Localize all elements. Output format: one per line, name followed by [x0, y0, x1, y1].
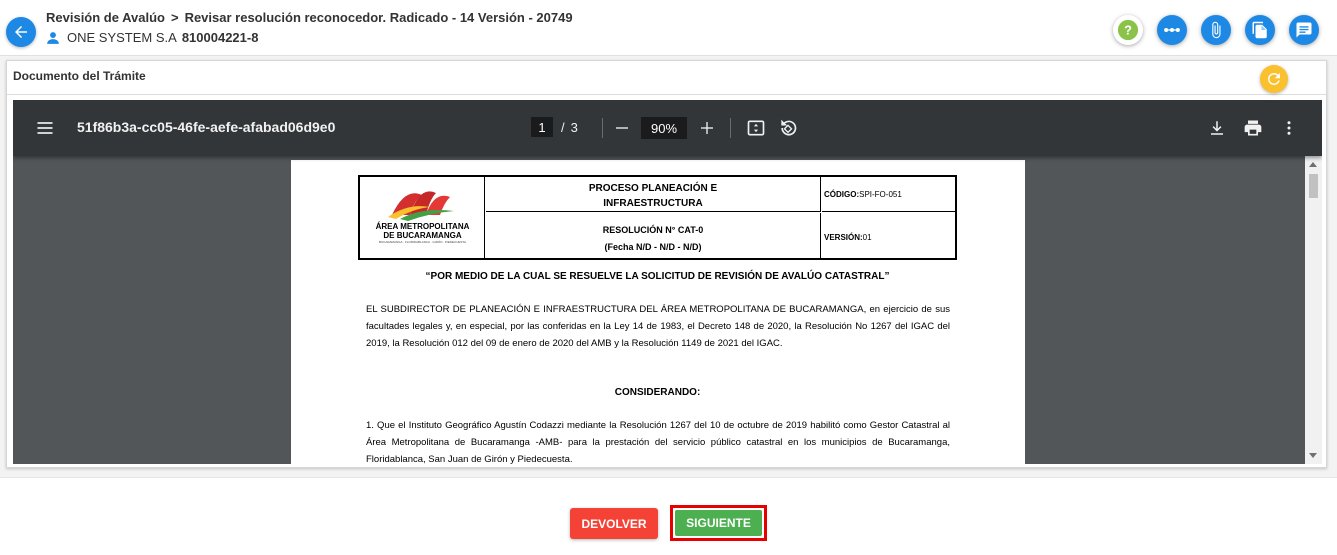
- breadcrumb-separator: >: [170, 10, 179, 25]
- toolbar-divider: [602, 118, 603, 138]
- more-options-button[interactable]: [1157, 15, 1187, 45]
- user-icon: [46, 31, 60, 45]
- help-button[interactable]: [1113, 15, 1143, 45]
- plus-icon: [699, 120, 715, 136]
- next-button[interactable]: SIGUIENTE: [675, 510, 762, 536]
- document-header-table: [358, 175, 957, 260]
- process-title: PROCESO PLANEACIÓN E: [588, 183, 718, 194]
- scroll-up-arrow[interactable]: [1309, 162, 1317, 167]
- breadcrumb-current: Revisar resolución reconocedor. Radicado - 14 Versión - 20749: [184, 10, 573, 25]
- footer-actions: [0, 477, 1337, 555]
- download-button[interactable]: [1206, 117, 1228, 139]
- chat-icon: [1295, 21, 1313, 39]
- resolution-date: (Fecha N/D - N/D - N/D): [604, 242, 702, 252]
- resolution-heading: “POR MEDIO DE LA CUAL SE RESUELVE LA SOLICITUD DE REVISIÓN DE AVALÚO CATASTRAL”: [425, 271, 890, 282]
- code-cell: [822, 177, 955, 212]
- fit-page-icon: [746, 118, 766, 138]
- amb-logo-icon: [360, 177, 485, 222]
- pdf-viewer[interactable]: [13, 100, 1322, 464]
- kebab-menu-icon: [1280, 119, 1298, 137]
- code-label: CÓDIGO:: [824, 190, 860, 199]
- header-actions: [1113, 15, 1319, 45]
- zoom-input[interactable]: [641, 117, 687, 139]
- return-button[interactable]: DEVOLVER: [570, 508, 658, 539]
- zoom-in-button[interactable]: [696, 117, 718, 139]
- copy-icon: [1251, 21, 1269, 39]
- refresh-button[interactable]: [1260, 65, 1288, 93]
- toolbar-divider: [730, 118, 731, 138]
- company-name: ONE SYSTEM S.A: [67, 30, 177, 45]
- scrollbar-thumb[interactable]: [1309, 174, 1318, 198]
- resolution-cell: [486, 213, 821, 258]
- document-card-header: [7, 61, 1326, 95]
- code-value: SPI-FO-051: [859, 190, 902, 199]
- arrow-left-icon: [12, 23, 30, 41]
- download-icon: [1208, 119, 1226, 137]
- top-bar: [0, 0, 1337, 56]
- breadcrumb: [46, 10, 573, 25]
- scrollbar[interactable]: [1305, 156, 1322, 464]
- back-button[interactable]: [6, 17, 36, 47]
- svg-text:?: ?: [1124, 22, 1132, 38]
- menu-icon[interactable]: [35, 118, 55, 138]
- logo-line-2: DE BUCARAMANGA: [383, 231, 462, 240]
- document-card: [6, 60, 1327, 468]
- document-card-title: Documento del Trámite: [13, 69, 146, 83]
- question-icon: [1117, 19, 1139, 41]
- documents-button[interactable]: [1245, 15, 1275, 45]
- process-title-cell: [486, 177, 821, 212]
- next-button-highlight: [670, 505, 767, 541]
- refresh-icon: [1265, 70, 1283, 88]
- pdf-page: [291, 160, 1025, 464]
- version-value: 01: [862, 233, 872, 242]
- comments-button[interactable]: [1289, 15, 1319, 45]
- pdf-toolbar: [13, 100, 1322, 156]
- process-title-2: INFRAESTRUCTURA: [603, 198, 703, 209]
- version-label: VERSIÓN:: [824, 233, 863, 242]
- pdf-filename: 51f86b3a-cc05-46fe-aefe-afabad06d9e0: [77, 119, 336, 135]
- page-number-input[interactable]: [531, 117, 553, 137]
- attachments-button[interactable]: [1201, 15, 1231, 45]
- total-pages: 3: [570, 119, 578, 135]
- paperclip-icon: [1207, 21, 1225, 39]
- resolution-title: RESOLUCIÓN N° CAT-0: [602, 225, 704, 235]
- company-info: [46, 30, 258, 45]
- print-button[interactable]: [1242, 117, 1264, 139]
- scroll-down-arrow[interactable]: [1309, 453, 1317, 458]
- logo-line-1: ÁREA METROPOLITANA: [375, 222, 470, 231]
- company-nit: 810004221-8: [181, 30, 259, 45]
- logo-title: [360, 222, 485, 240]
- version-cell: [822, 213, 955, 258]
- considerando-heading: CONSIDERANDO:: [614, 387, 701, 398]
- more-actions-button[interactable]: [1278, 117, 1300, 139]
- page-selector: [531, 117, 578, 137]
- minus-icon: [614, 120, 630, 136]
- intro-paragraph: EL SUBDIRECTOR DE PLANEACIÓN E INFRAESTRUCTURA DEL ÁREA METROPOLITANA DE BUCARAMANGA, en ejercicio de sus facultades legales y, en especial, por las conferidas en la Ley 14 de 1983, el Decreto 148 de 2020, la Resolución No 1267 del IGAC del 2019, la Resolución 012 del 09 de enero de 2020 del AMB y la Resolución 1149 de 2021 del IGAC.: [366, 304, 950, 349]
- rotate-button[interactable]: [777, 117, 799, 139]
- print-icon: [1243, 118, 1263, 138]
- logo-subtitle: BUCARAMANGA · FLORIDABLANCA · GIRÓN · PIEDECUESTA: [379, 240, 466, 244]
- breadcrumb-root[interactable]: Revisión de Avalúo: [46, 10, 165, 25]
- ellipsis-icon: [1162, 20, 1182, 40]
- zoom-out-button[interactable]: [611, 117, 633, 139]
- page-separator: /: [561, 119, 565, 135]
- amb-logo: [360, 177, 485, 258]
- considerando-paragraph: 1. Que el Instituto Geográfico Agustín Codazzi mediante la Resolución 1267 del 10 de octubre de 2019 habilitó como Gestor Catastral al Área Metropolitana de Bucaramanga -AMB- para la prestación del servicio público catastral en los municipios de Bucaramanga, Floridablanca, San Juan de Girón y Piedecuesta.: [366, 420, 950, 464]
- rotate-icon: [778, 118, 798, 138]
- fit-page-button[interactable]: [745, 117, 767, 139]
